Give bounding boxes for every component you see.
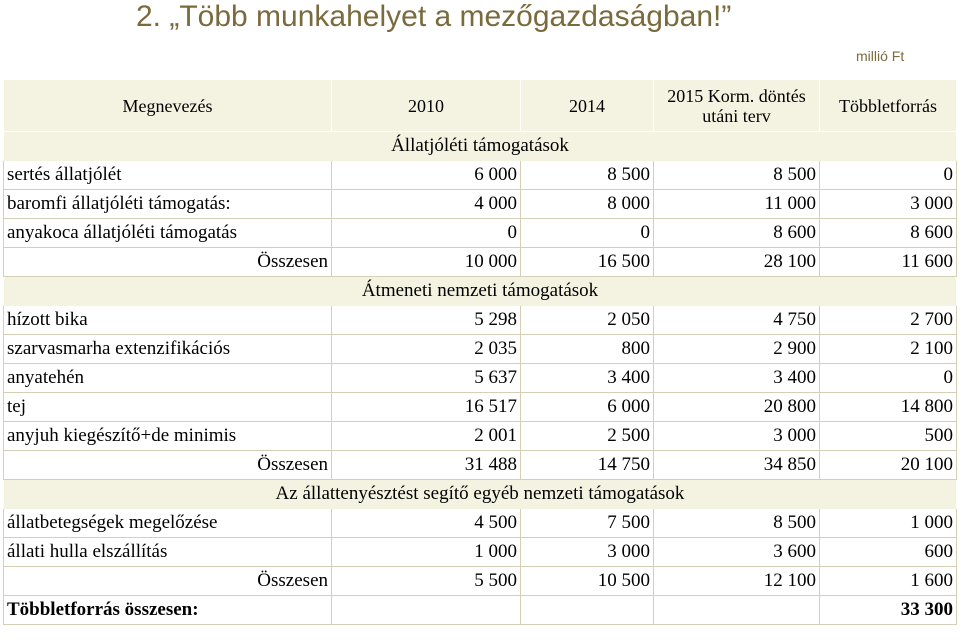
subtotal-2014: 16 500 <box>521 248 654 277</box>
table-row <box>4 393 957 422</box>
subtotal-2010: 31 488 <box>332 451 521 480</box>
value-2010: 5 637 <box>332 364 521 393</box>
value-2015: 8 600 <box>654 219 820 248</box>
subtotal-2010: 5 500 <box>332 567 521 596</box>
row-name: baromfi állatjóléti támogatás: <box>4 190 332 219</box>
col-header-name: Megnevezés <box>4 80 332 132</box>
row-name: állati hulla elszállítás <box>4 538 332 567</box>
section-title: Az állattenyésztést segítő egyéb nemzeti támogatások <box>4 480 957 509</box>
table-row <box>4 538 957 567</box>
subtotal-row <box>4 567 957 596</box>
value-2015: 4 750 <box>654 306 820 335</box>
subtotal-label: Összesen <box>4 567 332 596</box>
subtotal-label: Összesen <box>4 248 332 277</box>
grand-total-empty <box>521 596 654 625</box>
value-extra: 1 000 <box>820 509 957 538</box>
table-body <box>4 132 957 625</box>
slide-title: 2. „Több munkahelyet a mezőgazdaságban!” <box>136 0 732 33</box>
value-2010: 0 <box>332 219 521 248</box>
row-name: hízott bika <box>4 306 332 335</box>
value-2010: 16 517 <box>332 393 521 422</box>
grand-total-label: Többletforrás összesen: <box>4 596 332 625</box>
row-name: sertés állatjólét <box>4 161 332 190</box>
value-extra: 2 100 <box>820 335 957 364</box>
value-2015: 11 000 <box>654 190 820 219</box>
subtotal-extra: 20 100 <box>820 451 957 480</box>
grand-total-empty <box>654 596 820 625</box>
value-2010: 4 000 <box>332 190 521 219</box>
table-row <box>4 161 957 190</box>
unit-label: millió Ft <box>856 48 905 64</box>
col-header-2010: 2010 <box>332 80 521 132</box>
table-row <box>4 364 957 393</box>
value-extra: 500 <box>820 422 957 451</box>
section-header-row <box>4 132 957 161</box>
table-row <box>4 190 957 219</box>
section-title: Állatjóléti támogatások <box>4 132 957 161</box>
value-2014: 6 000 <box>521 393 654 422</box>
support-table <box>3 79 957 625</box>
value-2014: 3 400 <box>521 364 654 393</box>
subtotal-2014: 14 750 <box>521 451 654 480</box>
table-row <box>4 509 957 538</box>
value-2015: 3 000 <box>654 422 820 451</box>
value-2014: 2 500 <box>521 422 654 451</box>
value-2015: 3 600 <box>654 538 820 567</box>
grand-total-empty <box>332 596 521 625</box>
value-2014: 800 <box>521 335 654 364</box>
value-2014: 8 500 <box>521 161 654 190</box>
subtotal-label: Összesen <box>4 451 332 480</box>
row-name: szarvasmarha extenzifikációs <box>4 335 332 364</box>
value-2010: 4 500 <box>332 509 521 538</box>
section-header-row <box>4 480 957 509</box>
subtotal-extra: 1 600 <box>820 567 957 596</box>
subtotal-2015: 12 100 <box>654 567 820 596</box>
col-header-extra: Többletforrás <box>820 80 957 132</box>
subtotal-row <box>4 451 957 480</box>
table-row <box>4 306 957 335</box>
value-2010: 5 298 <box>332 306 521 335</box>
value-extra: 0 <box>820 161 957 190</box>
subtotal-row <box>4 248 957 277</box>
subtotal-extra: 11 600 <box>820 248 957 277</box>
value-extra: 600 <box>820 538 957 567</box>
value-2014: 3 000 <box>521 538 654 567</box>
table-row <box>4 335 957 364</box>
value-2010: 1 000 <box>332 538 521 567</box>
subtotal-2015: 28 100 <box>654 248 820 277</box>
row-name: anyjuh kiegészítő+de minimis <box>4 422 332 451</box>
row-name: anyakoca állatjóléti támogatás <box>4 219 332 248</box>
value-2010: 6 000 <box>332 161 521 190</box>
value-extra: 8 600 <box>820 219 957 248</box>
value-2015: 20 800 <box>654 393 820 422</box>
subtotal-2014: 10 500 <box>521 567 654 596</box>
value-extra: 3 000 <box>820 190 957 219</box>
value-2015: 8 500 <box>654 161 820 190</box>
value-2015: 2 900 <box>654 335 820 364</box>
grand-total-extra: 33 300 <box>820 596 957 625</box>
col-header-2014: 2014 <box>521 80 654 132</box>
row-name: állatbetegségek megelőzése <box>4 509 332 538</box>
value-extra: 2 700 <box>820 306 957 335</box>
value-extra: 0 <box>820 364 957 393</box>
value-2014: 7 500 <box>521 509 654 538</box>
header-row <box>4 80 957 132</box>
subtotal-2010: 10 000 <box>332 248 521 277</box>
value-2015: 8 500 <box>654 509 820 538</box>
grand-total-row <box>4 596 957 625</box>
table-row <box>4 219 957 248</box>
value-2014: 0 <box>521 219 654 248</box>
value-2015: 3 400 <box>654 364 820 393</box>
value-2014: 2 050 <box>521 306 654 335</box>
value-2010: 2 001 <box>332 422 521 451</box>
row-name: tej <box>4 393 332 422</box>
section-title: Átmeneti nemzeti támogatások <box>4 277 957 306</box>
row-name: anyatehén <box>4 364 332 393</box>
section-header-row <box>4 277 957 306</box>
subtotal-2015: 34 850 <box>654 451 820 480</box>
value-2010: 2 035 <box>332 335 521 364</box>
value-extra: 14 800 <box>820 393 957 422</box>
value-2014: 8 000 <box>521 190 654 219</box>
col-header-2015: 2015 Korm. döntés utáni terv <box>654 80 820 132</box>
table-row <box>4 422 957 451</box>
